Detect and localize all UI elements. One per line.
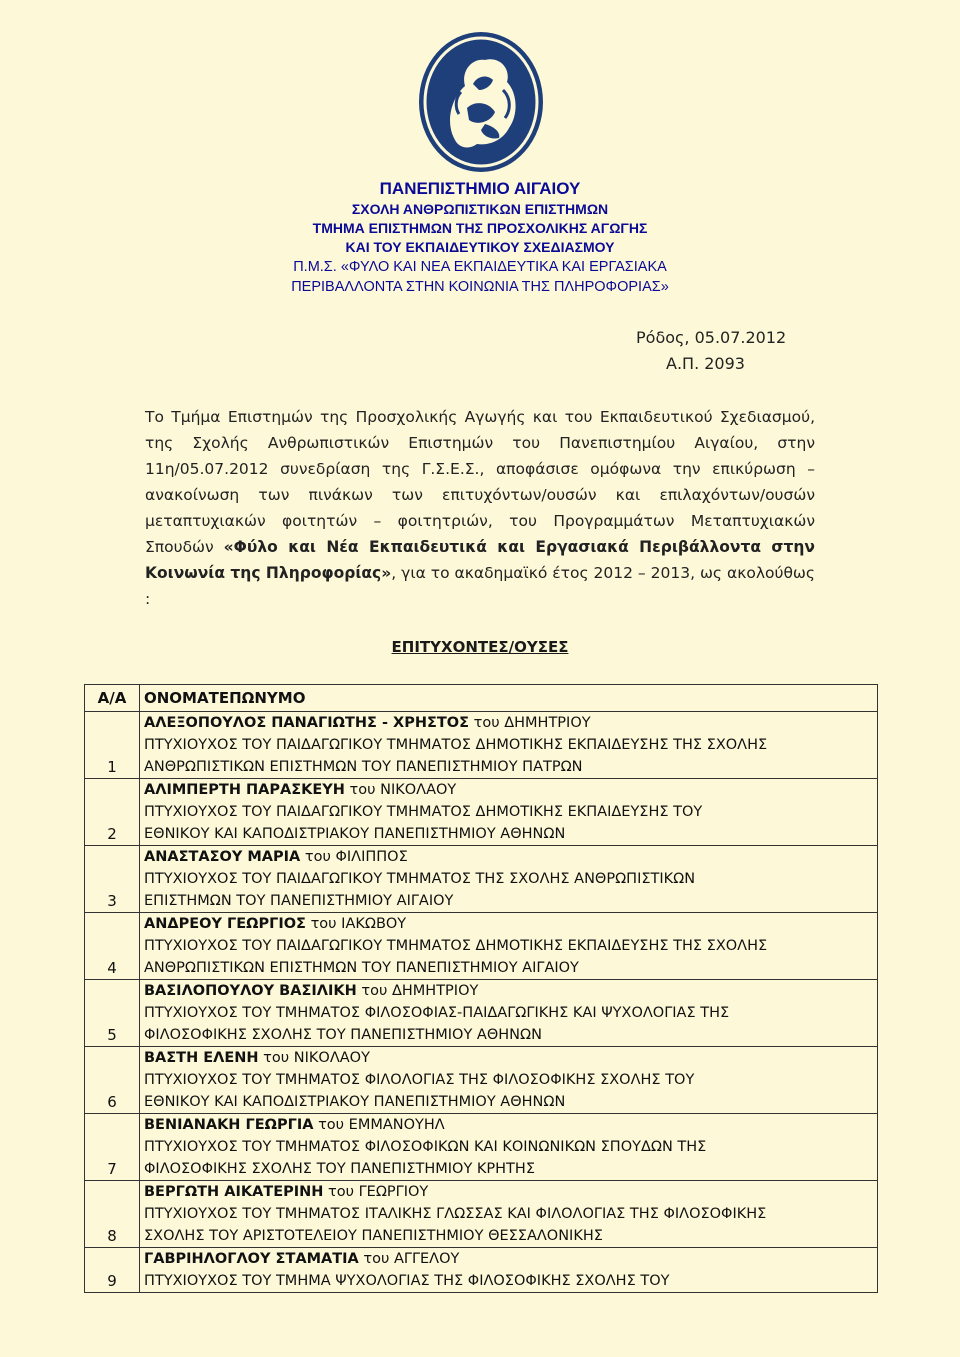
candidate-cell: [140, 1248, 878, 1293]
degree-line: ΠΤΥΧΙΟΥΧΟΣ ΤΟΥ ΠΑΙΔΑΓΩΓΙΚΟΥ ΤΜΗΜΑΤΟΣ ΔΗΜΟΤΙΚΗΣ ΕΚΠΑΙΔΕΥΣΗΣ ΤΗΣ ΣΧΟΛΗΣ: [144, 938, 768, 954]
father-name: του ΙΑΚΩΒΟΥ: [310, 916, 407, 932]
degree-line: ΦΙΛΟΣΟΦΙΚΗΣ ΣΧΟΛΗΣ ΤΟΥ ΠΑΝΕΠΙΣΤΗΜΙΟΥ ΑΘΗΝΩΝ: [144, 1027, 542, 1043]
degree-line: ΕΘΝΙΚΟΥ ΚΑΙ ΚΑΠΟΔΙΣΤΡΙΑΚΟΥ ΠΑΝΕΠΙΣΤΗΜΙΟΥ ΑΘΗΝΩΝ: [144, 1094, 566, 1110]
father-name: του ΔΗΜΗΤΡΙΟΥ: [473, 715, 591, 731]
degree-line: ΠΤΥΧΙΟΥΧΟΣ ΤΟΥ ΤΜΗΜΑΤΟΣ ΦΙΛΟΣΟΦΙΚΩΝ ΚΑΙ ΚΟΙΝΩΝΙΚΩΝ ΣΠΟΥΔΩΝ ΤΗΣ: [144, 1139, 707, 1155]
table-row: [85, 779, 878, 846]
candidate-cell: [140, 980, 878, 1047]
table-body: [85, 712, 878, 1293]
degree-line: ΠΤΥΧΙΟΥΧΟΣ ΤΟΥ ΤΜΗΜΑ ΨΥΧΟΛΟΓΙΑΣ ΤΗΣ ΦΙΛΟΣΟΦΙΚΗΣ ΣΧΟΛΗΣ ΤΟΥ: [144, 1273, 670, 1289]
program-name-line1: Π.Μ.Σ. «ΦΥΛΟ ΚΑΙ ΝΕΑ ΕΚΠΑΙΔΕΥΤΙΚΑ ΚΑΙ ΕΡΓΑΣΙΑΚΑ: [293, 259, 667, 275]
candidate-name-line: [144, 846, 873, 868]
father-name: του ΕΜΜΑΝΟΥΗΛ: [318, 1117, 445, 1133]
degree-line: ΕΠΙΣΤΗΜΩΝ ΤΟΥ ΠΑΝΕΠΙΣΤΗΜΙΟΥ ΑΙΓΑΙΟΥ: [144, 893, 454, 909]
table-row: [85, 846, 878, 913]
document-header: [0, 178, 960, 297]
decision-paragraph: [145, 404, 815, 612]
degree-line: ΠΤΥΧΙΟΥΧΟΣ ΤΟΥ ΠΑΙΔΑΓΩΓΙΚΟΥ ΤΜΗΜΑΤΟΣ ΔΗΜΟΤΙΚΗΣ ΕΚΠΑΙΔΕΥΣΗΣ ΤΗΣ ΣΧΟΛΗΣ: [144, 737, 768, 753]
degree-line: ΠΤΥΧΙΟΥΧΟΣ ΤΟΥ ΠΑΙΔΑΓΩΓΙΚΟΥ ΤΜΗΜΑΤΟΣ ΤΗΣ ΣΧΟΛΗΣ ΑΝΘΡΩΠΙΣΤΙΚΩΝ: [144, 871, 696, 887]
table-row: [85, 913, 878, 980]
candidate-cell: [140, 1047, 878, 1114]
row-number: 4: [85, 913, 140, 980]
candidate-cell: [140, 846, 878, 913]
successful-candidates-table: [84, 684, 878, 1293]
table-row: [85, 1181, 878, 1248]
university-seal-logo: [415, 28, 547, 176]
row-number: 1: [85, 712, 140, 779]
decision-text-part1: Το Τμήμα Επιστημών της Προσχολικής Αγωγής και του Εκπαιδευτικού Σχεδιασμού, της Σχολής Ανθρωπιστικών Επιστημών του Πανεπιστημίου Αιγαίου, στην 11η/05.07.2012 συνεδρίαση της Γ.Σ.Ε.Σ., αποφάσισε ομόφωνα την επικύρωση – ανακοίνωση των πινάκων των επιτυχόντων/ουσών και επιλαχόντων/ουσών μεταπτυχιακών φοιτητών – φοιτητριών, του Προγραμμάτων Μεταπτυχιακών Σπουδών: [145, 408, 815, 556]
candidate-name: ΑΝΔΡΕΟΥ ΓΕΩΡΓΙΟΣ: [144, 916, 306, 932]
candidate-name: ΒΑΣΙΛΟΠΟΥΛΟΥ ΒΑΣΙΛΙΚΗ: [144, 983, 357, 999]
candidate-cell: [140, 1181, 878, 1248]
row-number: 7: [85, 1114, 140, 1181]
degree-line: ΠΤΥΧΙΟΥΧΟΣ ΤΟΥ ΤΜΗΜΑΤΟΣ ΙΤΑΛΙΚΗΣ ΓΛΩΣΣΑΣ ΚΑΙ ΦΙΛΟΛΟΓΙΑΣ ΤΗΣ ΦΙΛΟΣΟΦΙΚΗΣ: [144, 1206, 767, 1222]
column-header-number: Α/Α: [85, 685, 140, 712]
candidate-name-line: [144, 913, 873, 935]
table-row: [85, 1248, 878, 1293]
candidate-name-line: [144, 1114, 873, 1136]
father-name: του ΦΙΛΙΠΠΟΣ: [304, 849, 408, 865]
father-name: του ΝΙΚΟΛΑΟΥ: [349, 782, 457, 798]
candidate-cell: [140, 712, 878, 779]
program-title-bold: «Φύλο και Νέα Εκπαιδευτικά και Εργασιακά Περιβάλλοντα στην Κοινωνία της Πληροφορίας»: [145, 538, 815, 582]
degree-line: ΦΙΛΟΣΟΦΙΚΗΣ ΣΧΟΛΗΣ ΤΟΥ ΠΑΝΕΠΙΣΤΗΜΙΟΥ ΚΡΗΤΗΣ: [144, 1161, 535, 1177]
table-row: [85, 980, 878, 1047]
candidate-name: ΒΑΣΤΗ ΕΛΕΝΗ: [144, 1050, 259, 1066]
degree-line: ΠΤΥΧΙΟΥΧΟΣ ΤΟΥ ΠΑΙΔΑΓΩΓΙΚΟΥ ΤΜΗΜΑΤΟΣ ΔΗΜΟΤΙΚΗΣ ΕΚΠΑΙΔΕΥΣΗΣ ΤΟΥ: [144, 804, 703, 820]
row-number: 3: [85, 846, 140, 913]
candidate-name-line: [144, 779, 873, 801]
candidate-name-line: [144, 1181, 873, 1203]
program-name-line2: ΠΕΡΙΒΑΛΛΟΝΤΑ ΣΤΗΝ ΚΟΙΝΩΝΙΑ ΤΗΣ ΠΛΗΡΟΦΟΡΙΑΣ»: [291, 279, 669, 295]
column-header-name: ΟΝΟΜΑΤΕΠΩΝΥΜΟ: [140, 685, 878, 712]
degree-line: ΑΝΘΡΩΠΙΣΤΙΚΩΝ ΕΠΙΣΤΗΜΩΝ ΤΟΥ ΠΑΝΕΠΙΣΤΗΜΙΟΥ ΠΑΤΡΩΝ: [144, 759, 583, 775]
department-name: ΤΜΗΜΑ ΕΠΙΣΤΗΜΩΝ ΤΗΣ ΠΡΟΣΧΟΛΙΚΗΣ ΑΓΩΓΗΣ: [312, 220, 648, 236]
department-name-cont: ΚΑΙ ΤΟΥ ΕΚΠΑΙΔΕΥΤΙΚΟΥ ΣΧΕΔΙΑΣΜΟΥ: [345, 239, 615, 255]
degree-line: ΠΤΥΧΙΟΥΧΟΣ ΤΟΥ ΤΜΗΜΑΤΟΣ ΦΙΛΟΣΟΦΙΑΣ-ΠΑΙΔΑΓΩΓΙΚΗΣ ΚΑΙ ΨΥΧΟΛΟΓΙΑΣ ΤΗΣ: [144, 1005, 730, 1021]
candidate-cell: [140, 1114, 878, 1181]
section-heading-successful: ΕΠΙΤΥΧΟΝΤΕΣ/ΟΥΣΕΣ: [391, 638, 569, 656]
degree-line: ΕΘΝΙΚΟΥ ΚΑΙ ΚΑΠΟΔΙΣΤΡΙΑΚΟΥ ΠΑΝΕΠΙΣΤΗΜΙΟΥ ΑΘΗΝΩΝ: [144, 826, 566, 842]
degree-line: ΠΤΥΧΙΟΥΧΟΣ ΤΟΥ ΤΜΗΜΑΤΟΣ ΦΙΛΟΛΟΓΙΑΣ ΤΗΣ ΦΙΛΟΣΟΦΙΚΗΣ ΣΧΟΛΗΣ ΤΟΥ: [144, 1072, 695, 1088]
candidate-name: ΒΕΡΓΩΤΗ ΑΙΚΑΤΕΡΙΝΗ: [144, 1184, 324, 1200]
candidate-name-line: [144, 1047, 873, 1069]
candidate-name: ΓΑΒΡΙΗΛΟΓΛΟΥ ΣΤΑΜΑΤΙΑ: [144, 1251, 359, 1267]
decision-text-part2: , για το ακαδημαϊκό έτος 2012 – 2013, ως ακολούθως :: [145, 564, 816, 608]
row-number: 5: [85, 980, 140, 1047]
candidate-name-line: [144, 1248, 873, 1270]
place-date: Ρόδος, 05.07.2012: [636, 328, 787, 347]
university-name: ΠΑΝΕΠΙΣΤΗΜΙΟ ΑΙΓΑΙΟΥ: [379, 179, 581, 198]
father-name: του ΝΙΚΟΛΑΟΥ: [263, 1050, 370, 1066]
father-name: του ΓΕΩΡΓΙΟΥ: [328, 1184, 429, 1200]
father-name: του ΔΗΜΗΤΡΙΟΥ: [361, 983, 479, 999]
degree-line: ΑΝΘΡΩΠΙΣΤΙΚΩΝ ΕΠΙΣΤΗΜΩΝ ΤΟΥ ΠΑΝΕΠΙΣΤΗΜΙΟΥ ΑΙΓΑΙΟΥ: [144, 960, 579, 976]
candidate-name: ΑΛΙΜΠΕΡΤΗ ΠΑΡΑΣΚΕΥΗ: [144, 782, 345, 798]
candidate-name: ΒΕΝΙΑΝΑΚΗ ΓΕΩΡΓΙΑ: [144, 1117, 314, 1133]
candidate-cell: [140, 913, 878, 980]
candidate-name-line: [144, 980, 873, 1002]
row-number: 6: [85, 1047, 140, 1114]
table-row: [85, 712, 878, 779]
row-number: 2: [85, 779, 140, 846]
school-name: ΣΧΟΛΗ ΑΝΘΡΩΠΙΣΤΙΚΩΝ ΕΠΙΣΤΗΜΩΝ: [351, 201, 609, 217]
table-row: [85, 1047, 878, 1114]
protocol-number: Α.Π. 2093: [666, 354, 745, 373]
table-row: [85, 1114, 878, 1181]
father-name: του ΑΓΓΕΛΟΥ: [363, 1251, 460, 1267]
candidate-name: ΑΛΕΞΟΠΟΥΛΟΣ ΠΑΝΑΓΙΩΤΗΣ - ΧΡΗΣΤΟΣ: [144, 715, 469, 731]
candidate-name: ΑΝΑΣΤΑΣΟΥ ΜΑΡΙΑ: [144, 849, 301, 865]
row-number: 9: [85, 1248, 140, 1293]
candidate-name-line: [144, 712, 873, 734]
table-header-row: [85, 685, 878, 712]
degree-line: ΣΧΟΛΗΣ ΤΟΥ ΑΡΙΣΤΟΤΕΛΕΙΟΥ ΠΑΝΕΠΙΣΤΗΜΙΟΥ ΘΕΣΣΑΛΟΝΙΚΗΣ: [144, 1228, 603, 1244]
candidate-cell: [140, 779, 878, 846]
row-number: 8: [85, 1181, 140, 1248]
